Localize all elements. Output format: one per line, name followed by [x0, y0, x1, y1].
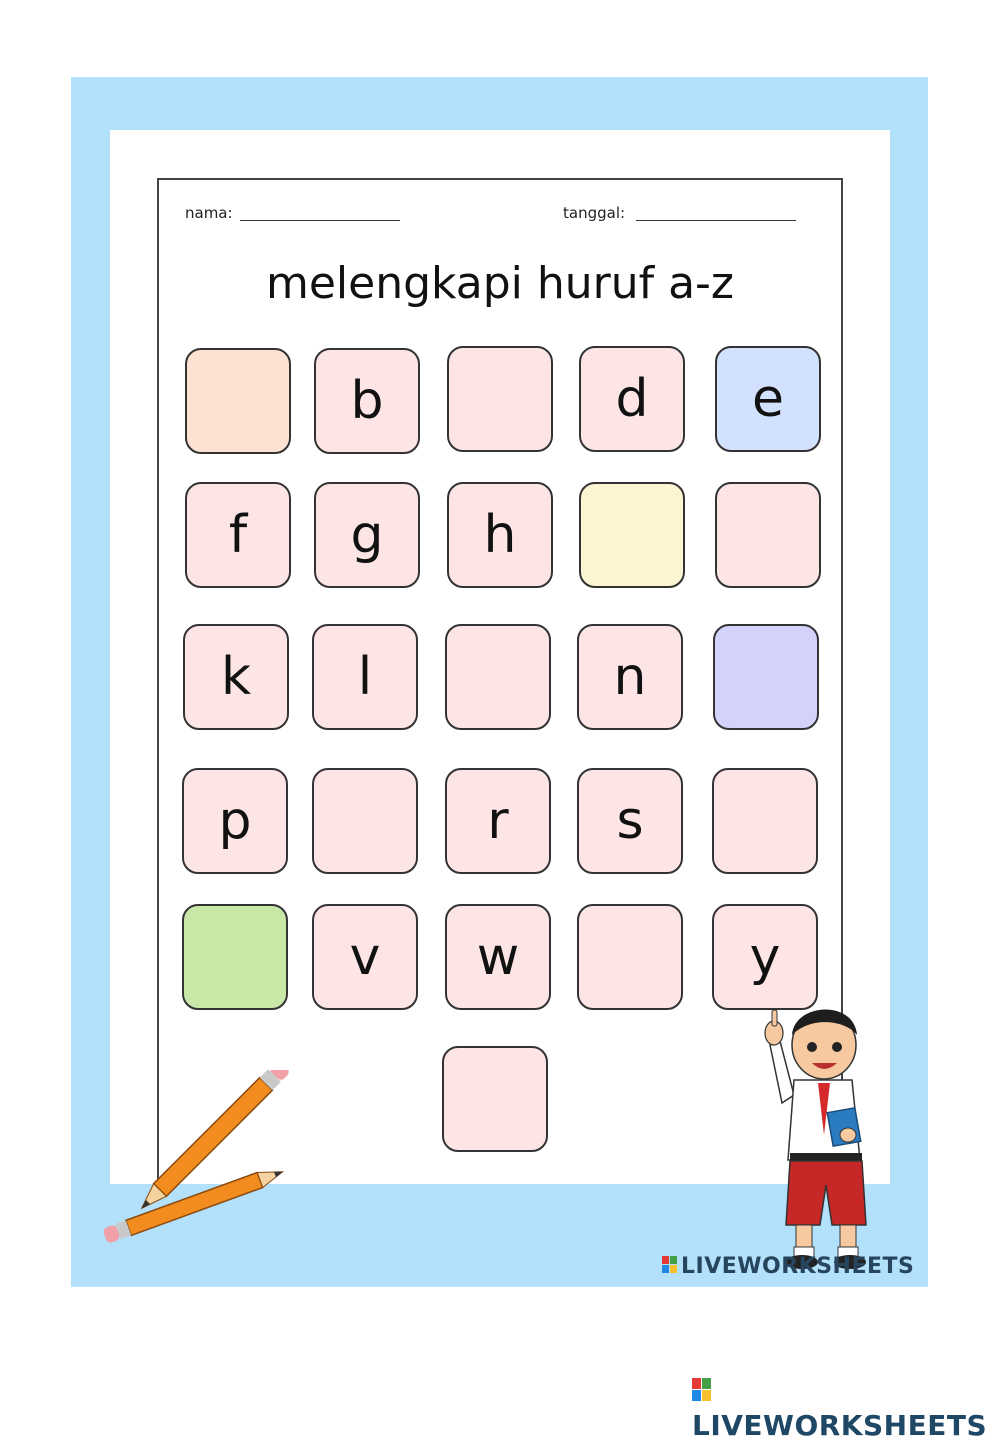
letter-box-p: p: [182, 768, 288, 874]
letter-box-m[interactable]: [445, 624, 551, 730]
letter-box-v: v: [312, 904, 418, 1010]
letter-box-b: b: [314, 348, 420, 454]
letter-box-a[interactable]: [185, 348, 291, 454]
liveworksheets-logo-icon: [692, 1376, 712, 1409]
letter-box-c[interactable]: [447, 346, 553, 452]
liveworksheets-logo-text: LIVEWORKSHEETS: [692, 1408, 988, 1442]
student-illustration: [752, 985, 892, 1275]
letter-box-x[interactable]: [577, 904, 683, 1010]
letter-box-w: w: [445, 904, 551, 1010]
date-field[interactable]: [636, 220, 796, 221]
letter-box-h: h: [447, 482, 553, 588]
letter-box-u[interactable]: [182, 904, 288, 1010]
letter-box-d: d: [579, 346, 685, 452]
name-label: nama:: [185, 204, 233, 222]
name-field[interactable]: [240, 220, 400, 221]
letter-box-y: y: [712, 904, 818, 1010]
liveworksheets-logo-inner-text: LIVEWORKSHEETS: [681, 1254, 915, 1279]
worksheet-title: melengkapi huruf a-z: [265, 258, 734, 309]
letter-box-g: g: [314, 482, 420, 588]
letter-box-e: e: [715, 346, 821, 452]
letter-box-n: n: [577, 624, 683, 730]
letter-box-o[interactable]: [713, 624, 819, 730]
letter-box-f: f: [185, 482, 291, 588]
date-label: tanggal:: [563, 204, 626, 222]
letter-box-j[interactable]: [715, 482, 821, 588]
letter-box-z[interactable]: [442, 1046, 548, 1152]
letter-box-r: r: [445, 768, 551, 874]
letter-box-q[interactable]: [312, 768, 418, 874]
liveworksheets-mark-icon: [662, 1255, 678, 1280]
liveworksheets-logo-inner: [662, 1254, 914, 1280]
pencils-illustration: [100, 1070, 300, 1260]
letter-box-i[interactable]: [579, 482, 685, 588]
letter-box-s: s: [577, 768, 683, 874]
letter-box-l: l: [312, 624, 418, 730]
letter-box-k: k: [183, 624, 289, 730]
liveworksheets-logo[interactable]: [692, 1374, 1000, 1442]
letter-box-t[interactable]: [712, 768, 818, 874]
